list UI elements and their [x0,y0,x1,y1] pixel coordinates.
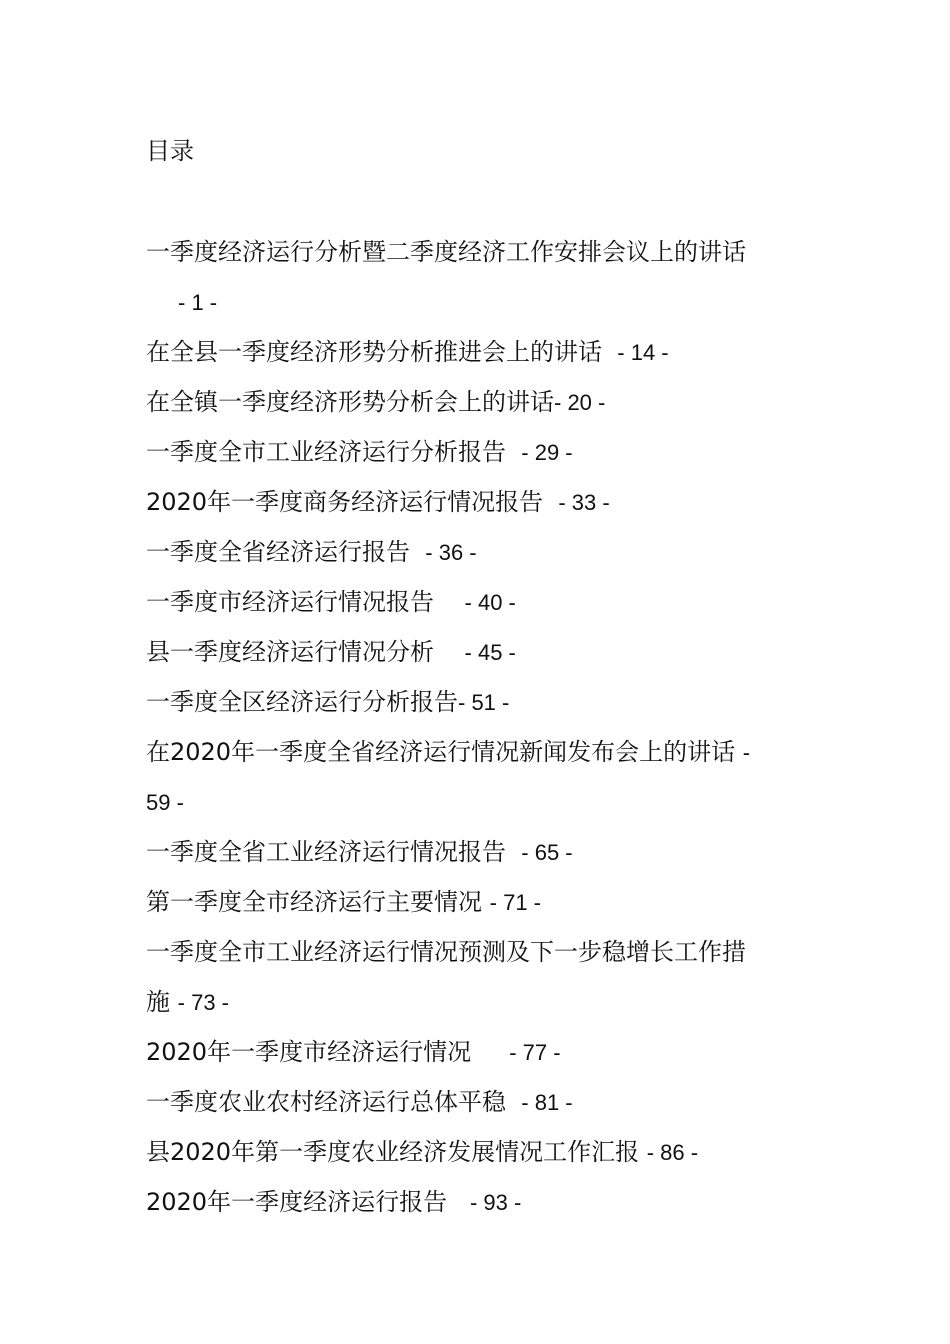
toc-entry-title: 2020年一季度市经济运行情况 [146,1038,510,1066]
toc-entry-title: 第一季度全市经济运行主要情况 [146,888,490,916]
toc-entry-page-number: - 29 - [521,440,573,465]
toc-entry [146,577,826,627]
toc-entry-page-number: 59 - [146,790,184,815]
toc-entry [146,1127,826,1177]
toc-entry-title: 一季度全省经济运行报告 [146,538,426,566]
toc-entry-page-number: - 40 - [464,590,516,615]
toc-entry [146,477,826,527]
toc-entry-title: 县2020年第一季度农业经济发展情况工作汇报 [146,1138,647,1166]
toc-entry [146,277,826,327]
toc-entry [146,877,826,927]
toc-entry [146,677,826,727]
toc-entry [146,427,826,477]
toc-entry-title: 县一季度经济运行情况分析 [146,638,465,666]
toc-entry [146,627,826,677]
toc-list [146,227,826,1227]
toc-entry-page-number: - 33 - [558,490,610,515]
toc-entry-title: 一季度全市工业经济运行情况预测及下一步稳增长工作措 [146,938,746,966]
toc-entry [146,1177,826,1227]
toc-entry-page-number: - 71 - [489,890,541,915]
toc-entry [146,327,826,377]
toc-entry-page-number: - 93 - [469,1190,522,1215]
toc-entry-title: 在全县一季度经济形势分析推进会上的讲话 [146,338,618,366]
toc-entry-title: 一季度全省工业经济运行情况报告 [146,838,522,866]
toc-entry-title: 在全镇一季度经济形势分析会上的讲话 [146,388,554,416]
toc-entry-title: 2020年一季度经济运行报告 [146,1188,470,1216]
toc-entry-page-number: - 73 - [177,990,229,1015]
toc-entry-page-number: - [742,740,751,765]
toc-entry-title: 一季度市经济运行情况报告 [146,588,465,616]
toc-entry-page-number: - 51 - [458,690,510,715]
toc-entry [146,527,826,577]
toc-entry-title: 一季度农业农村经济运行总体平稳 [146,1088,522,1116]
toc-entry-title: 一季度全市工业经济运行分析报告 [146,438,522,466]
toc-entry-page-number: - 20 - [554,390,606,415]
toc-entry-title: 一季度经济运行分析暨二季度经济工作安排会议上的讲话 [146,238,746,266]
toc-entry-page-number: - 1 - [178,290,218,315]
toc-entry [146,977,826,1027]
toc-entry-title: 施 [146,988,178,1016]
toc-entry-page-number: - 81 - [521,1090,573,1115]
toc-title: 目录 [146,137,194,165]
toc-entry [146,827,826,877]
toc-entry [146,1077,826,1127]
toc-entry-title: 一季度全区经济运行分析报告 [146,688,458,716]
toc-entry [146,377,826,427]
toc-entry [146,1027,826,1077]
toc-entry-page-number: - 45 - [464,640,516,665]
toc-entry [146,927,826,977]
toc-entry-title: 2020年一季度商务经济运行情况报告 [146,488,559,516]
toc-entry-page-number: - 77 - [509,1040,561,1065]
toc-entry-page-number: - 86 - [646,1140,699,1165]
toc-entry-page-number: - 65 - [521,840,573,865]
toc-entry [146,227,826,277]
toc-entry-page-number: - 14 - [617,340,669,365]
toc-entry [146,727,826,777]
toc-entry-page-number: - 36 - [425,540,477,565]
toc-entry [146,777,826,827]
toc-entry-title: 在2020年一季度全省经济运行情况新闻发布会上的讲话 [146,738,743,766]
